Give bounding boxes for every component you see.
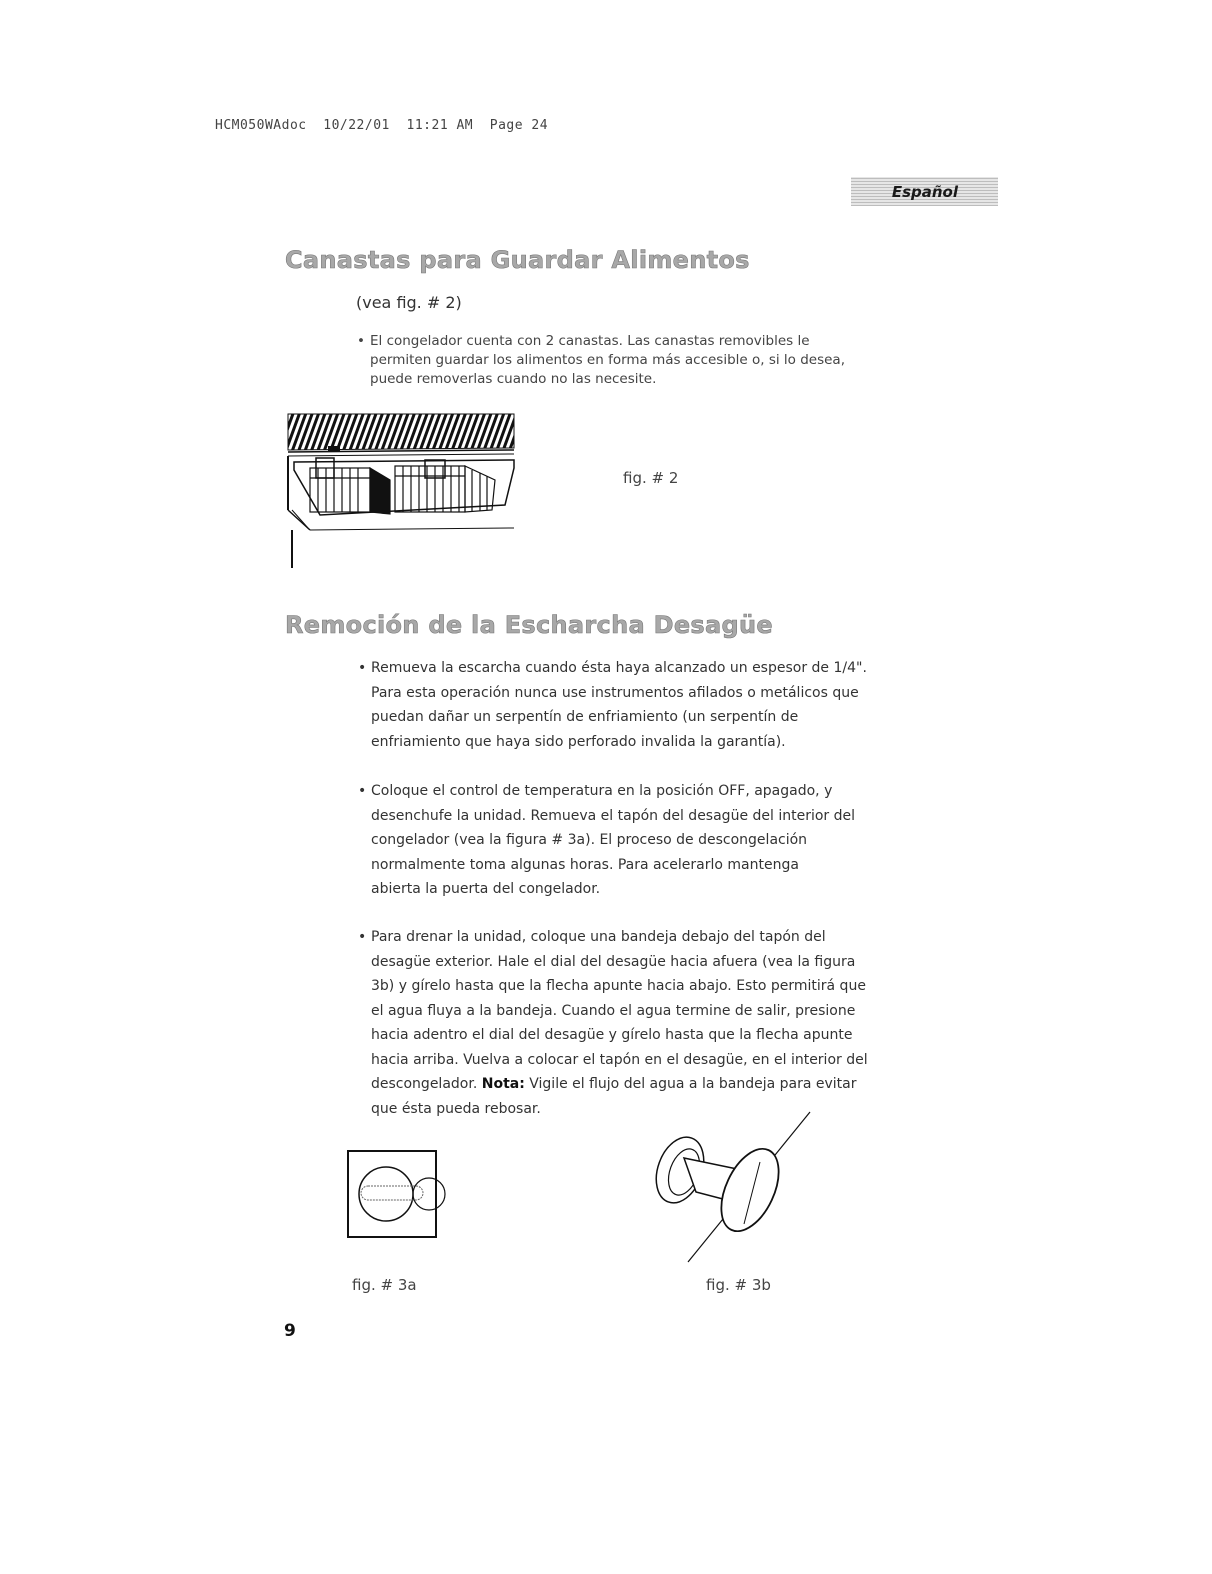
baskets-description bbox=[357, 332, 930, 389]
text-line: permiten guardar los alimentos en forma más accesible o, si lo desea, bbox=[370, 352, 845, 368]
drain-plug-illustration bbox=[345, 1148, 455, 1240]
defrost-paragraph-2 bbox=[358, 779, 931, 902]
text-line: puede removerlas cuando no las necesite. bbox=[370, 371, 657, 387]
text-line: hacia adentro el dial del desagüe y gírelo hasta que la flecha apunte bbox=[371, 1027, 853, 1043]
bullet-marker: • bbox=[358, 660, 367, 676]
figure-reference: (vea fig. # 2) bbox=[356, 293, 462, 312]
figure-2-label: fig. # 2 bbox=[623, 469, 679, 487]
text-line: desenchufe la unidad. Remueva el tapón del desagüe del interior del bbox=[371, 807, 856, 824]
text-line: Para esta operación nunca use instrumentos afilados o metálicos que bbox=[371, 684, 859, 701]
text-fragment: descongelador. bbox=[371, 1076, 482, 1092]
drain-dial-illustration bbox=[640, 1108, 820, 1268]
page-number: 9 bbox=[284, 1321, 296, 1341]
text-line: enfriamiento que haya sido perforado invalida la garantía). bbox=[371, 733, 786, 750]
freezer-baskets-illustration bbox=[280, 410, 520, 570]
text-line: 3b) y gírelo hasta que la flecha apunte hacia abajo. Esto permitirá que bbox=[371, 978, 866, 994]
defrost-paragraph-3 bbox=[358, 925, 931, 1121]
text-fragment: Vigile el flujo del agua a la bandeja para evitar bbox=[524, 1076, 857, 1092]
text-line: puedan dañar un serpentín de enfriamiento (un serpentín de bbox=[371, 709, 799, 725]
text-line: Coloque el control de temperatura en la posición OFF, apagado, y bbox=[371, 783, 833, 799]
text-line: hacia arriba. Vuelva a colocar el tapón en el desagüe, en el interior del bbox=[371, 1051, 868, 1068]
figure-3b-label: fig. # 3b bbox=[706, 1276, 771, 1294]
section-title-defrost: Remoción de la Escharcha Desagüe bbox=[285, 611, 773, 639]
text-line: El congelador cuenta con 2 canastas. Las canastas removibles le bbox=[370, 333, 810, 349]
text-line bbox=[371, 1072, 931, 1097]
text-line: normalmente toma algunas horas. Para acelerarlo mantenga bbox=[371, 856, 799, 873]
text-line: que ésta pueda rebosar. bbox=[371, 1100, 541, 1117]
print-header-meta: HCM050WAdoc 10/22/01 11:21 AM Page 24 bbox=[215, 118, 549, 133]
section-title-baskets: Canastas para Guardar Alimentos bbox=[285, 246, 750, 274]
text-line: congelador (vea la figura # 3a). El proceso de descongelación bbox=[371, 832, 808, 848]
text-line: desagüe exterior. Hale el dial del desagüe hacia afuera (vea la figura bbox=[371, 953, 856, 970]
defrost-paragraph-1 bbox=[358, 656, 931, 754]
bullet-marker: • bbox=[357, 333, 365, 349]
text-line: abierta la puerta del congelador. bbox=[371, 881, 601, 897]
language-badge bbox=[851, 177, 998, 206]
bullet-marker: • bbox=[358, 929, 367, 945]
text-line: Remueva la escarcha cuando ésta haya alcanzado un espesor de 1/4". bbox=[371, 660, 867, 676]
bullet-marker: • bbox=[358, 783, 367, 799]
note-label: Nota: bbox=[481, 1076, 525, 1092]
figure-3a-label: fig. # 3a bbox=[352, 1276, 417, 1294]
text-line: Para drenar la unidad, coloque una bandeja debajo del tapón del bbox=[371, 929, 826, 945]
text-line: el agua fluya a la bandeja. Cuando el agua termine de salir, presione bbox=[371, 1002, 856, 1019]
language-badge-label: Español bbox=[891, 182, 958, 201]
